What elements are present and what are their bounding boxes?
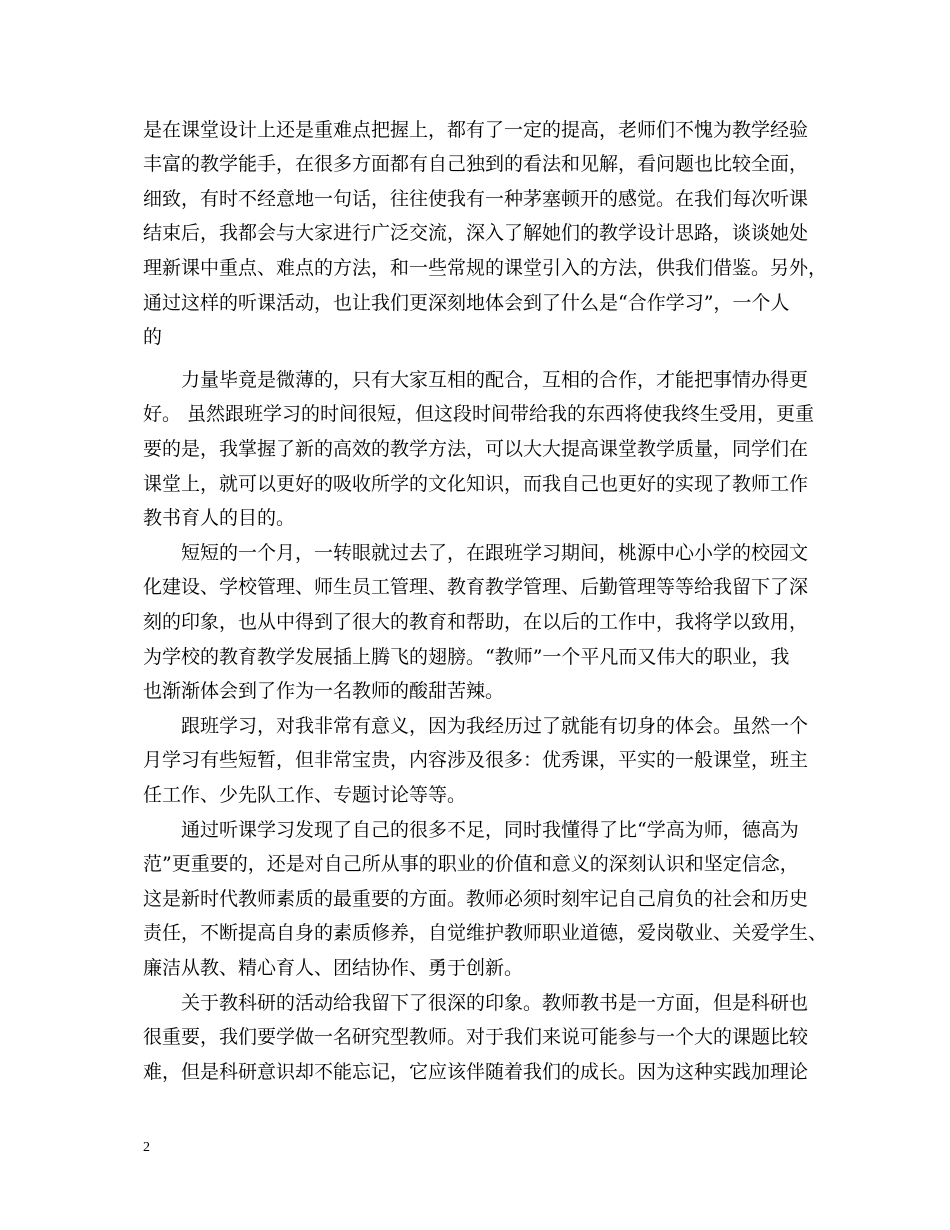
paragraph-line: 这是新时代教师素质的最重要的方面。教师必须时刻牢记自己肩负的社会和历史 bbox=[143, 888, 809, 910]
paragraph-line: 细致，有时不经意地一句话，往往使我有一种茅塞顿开的感觉。在我们每次听课 bbox=[143, 188, 809, 210]
paragraph-line: 是在课堂设计上还是重难点把握上，都有了一定的提高，老师们不愧为教学经验 bbox=[143, 119, 809, 141]
paragraph-line: 关于教科研的活动给我留下了很深的印象。教师教书是一方面，但是科研也 bbox=[181, 992, 809, 1014]
paragraph-line: 刻的印象，也从中得到了很大的教育和帮助，在以后的工作中，我将学以致用， bbox=[143, 611, 809, 633]
paragraph-line: 短短的一个月，一转眼就过去了，在跟班学习期间，桃源中心小学的校园文 bbox=[181, 542, 809, 564]
paragraph-line: 月学习有些短暂，但非常宝贵，内容涉及很多：优秀课，平实的一般课堂，班主 bbox=[143, 749, 809, 771]
paragraph-line: 很重要，我们要学做一名研究型教师。对于我们来说可能参与一个大的课题比较 bbox=[143, 1026, 809, 1048]
paragraph-line: 丰富的教学能手，在很多方面都有自己独到的看法和见解，看问题也比较全面， bbox=[143, 153, 809, 175]
paragraph-line: 的 bbox=[143, 326, 163, 348]
paragraph-line: 教书育人的目的。 bbox=[143, 507, 296, 529]
paragraph-line: 力量毕竟是微薄的，只有大家互相的配合，互相的合作，才能把事情办得更 bbox=[181, 369, 809, 391]
paragraph-line: 好。 虽然跟班学习的时间很短，但这段时间带给我的东西将使我终生受用，更重 bbox=[143, 403, 815, 425]
paragraph-line: 结束后，我都会与大家进行广泛交流，深入了解她们的教学设计思路，谈谈她处 bbox=[143, 222, 809, 244]
paragraph-line: 化建设、学校管理、师生员工管理、教育教学管理、后勤管理等等给我留下了深 bbox=[143, 576, 809, 598]
paragraph-line: 任工作、少先队工作、专题讨论等等。 bbox=[143, 784, 467, 806]
page-number: 2 bbox=[143, 1140, 150, 1155]
paragraph-line: 通过这样的听课活动，也让我们更深刻地体会到了什么是“合作学习”，一个人 bbox=[143, 292, 790, 314]
paragraph-line: 要的是，我掌握了新的高效的教学方法，可以大大提高课堂教学质量，同学们在 bbox=[143, 438, 809, 460]
paragraph-line: 难，但是科研意识却不能忘记，它应该伴随着我们的成长。因为这种实践加理论 bbox=[143, 1061, 809, 1083]
paragraph-line: 课堂上，就可以更好的吸收所学的文化知识，而我自己也更好的实现了教师工作 bbox=[143, 473, 809, 495]
paragraph-line: 也渐渐体会到了作为一名教师的酸甜苦辣。 bbox=[143, 680, 505, 702]
paragraph-line: 廉洁从教、精心育人、团结协作、勇于创新。 bbox=[143, 957, 524, 979]
paragraph-line: 为学校的教育教学发展插上腾飞的翅膀。“教师”一个平凡而又伟大的职业，我 bbox=[143, 646, 790, 668]
paragraph-line: 跟班学习，对我非常有意义，因为我经历过了就能有切身的体会。虽然一个 bbox=[181, 715, 809, 737]
paragraph-line: 通过听课学习发现了自己的很多不足，同时我懂得了比“学高为师，德高为 bbox=[181, 819, 799, 841]
paragraph-line: 责任，不断提高自身的素质修养，自觉维护教师职业道德，爱岗敬业、关爱学生、 bbox=[143, 922, 828, 944]
paragraph-line: 范”更重要的，还是对自己所从事的职业的价值和意义的深刻认识和坚定信念， bbox=[143, 853, 799, 875]
paragraph-line: 理新课中重点、难点的方法，和一些常规的课堂引入的方法，供我们借鉴。另外， bbox=[143, 257, 828, 279]
